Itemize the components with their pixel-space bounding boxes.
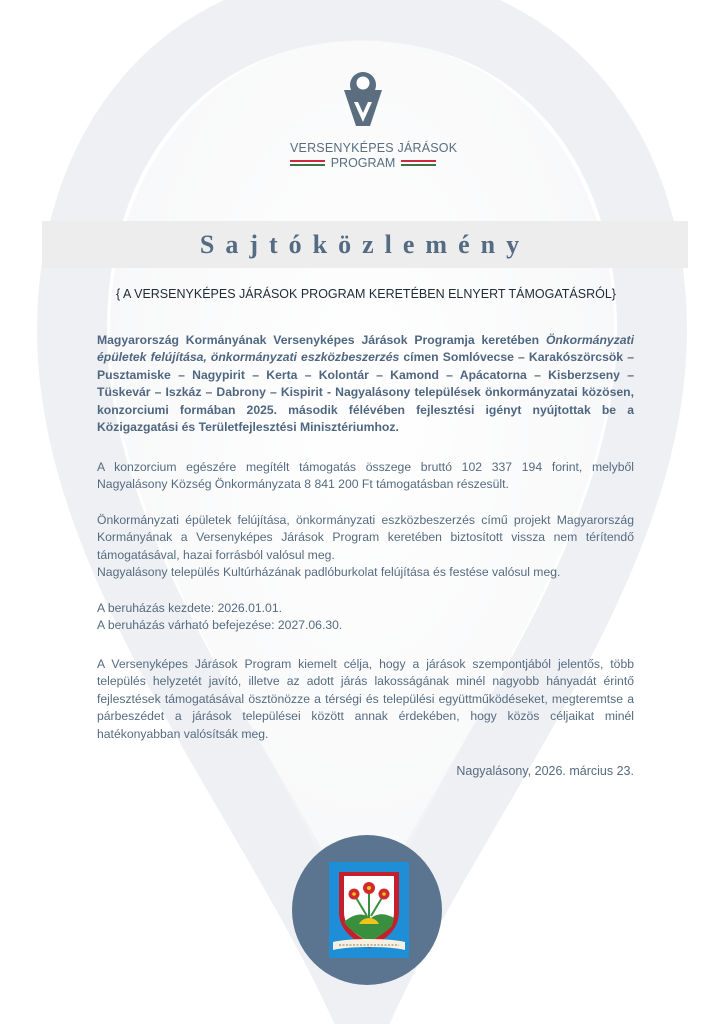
subtitle: { A VERSENYKÉPES JÁRÁSOK PROGRAM KERETÉBEN ELNYERT TÁMOGATÁSRÓL}: [116, 287, 616, 301]
logo-text-line1: VERSENYKÉPES JÁRÁSOK: [290, 141, 458, 155]
coat-of-arms-icon: [329, 862, 409, 958]
page-title: Sajtóközlemény: [199, 230, 531, 259]
start-date: A beruházás kezdete: 2026.01.01.: [97, 601, 282, 615]
end-date: A beruházás várható befejezése: 2027.06.30.: [97, 618, 343, 633]
project-name: Önkormányzati épületek felújítása, önkormányzati eszközbeszerzés: [97, 333, 634, 365]
hungarian-flag-bar-right: [401, 160, 436, 167]
place-and-date: Nagyalásony, 2026. március 23.: [456, 764, 634, 778]
paragraph-funding: A konzorcium egészére megítélt támogatás összege bruttó 102 337 194 forint, melyből Nagyalásony Község Önkormányzata 8 841 200 Ft támogatásban részesült.: [97, 460, 634, 492]
intro-end: címen Somlóvecse – Karakószörcsök – Pusztamiske – Nagypirit – Kerta – Kolontár – Kamond – Apácatorna – Kisberzseny – Tüskevár – Iszkáz – Dabrony – Kispirit - Nagyalásony települések önkormányzatai közösen, konzorciumi formában 2025. második félévében fejlesztési igényt nyújtottak be a Közigazgatási és Területfejlesztési Minisztériumhoz.: [97, 350, 634, 435]
paragraph-intro: [97, 332, 634, 436]
map-pin-v-icon: [340, 68, 386, 130]
logo-text-line2: PROGRAM: [330, 156, 396, 170]
program-logo: [290, 68, 458, 170]
project-scope: Nagyalásony település Kultúrházának padlóburkolat felújítása és festése valósul meg.: [97, 565, 561, 580]
hungarian-flag-bar-left: [290, 160, 325, 167]
paragraph-goal: A Versenyképes Járások Program kiemelt célja, hogy a járások szempontjából jelentős, több település helyzetét javító, illetve az adott járás lakosságának minél nagyobb hányadát érintő fejlesztések támogatásával ösztönözze a térségi és települési együttműködéseket, megteremtse a párbeszédet a járások települései között annak érdekében, hogy közös céljaikat minél hatékonyabban valósítsák meg.: [97, 657, 634, 741]
intro-start: Magyarország Kormányának Versenyképes Járások Programja keretében: [97, 333, 546, 347]
paragraph-project: [97, 512, 634, 582]
title-band: [42, 221, 688, 268]
paragraph-schedule: [97, 600, 634, 635]
project-description: Önkormányzati épületek felújítása, önkormányzati eszközbeszerzés című projekt Magyarország Kormányának a Versenyképes Járások Program keretében biztosított vissza nem térítendő támogatásával, hazai forrásból valósul meg.: [97, 513, 634, 562]
